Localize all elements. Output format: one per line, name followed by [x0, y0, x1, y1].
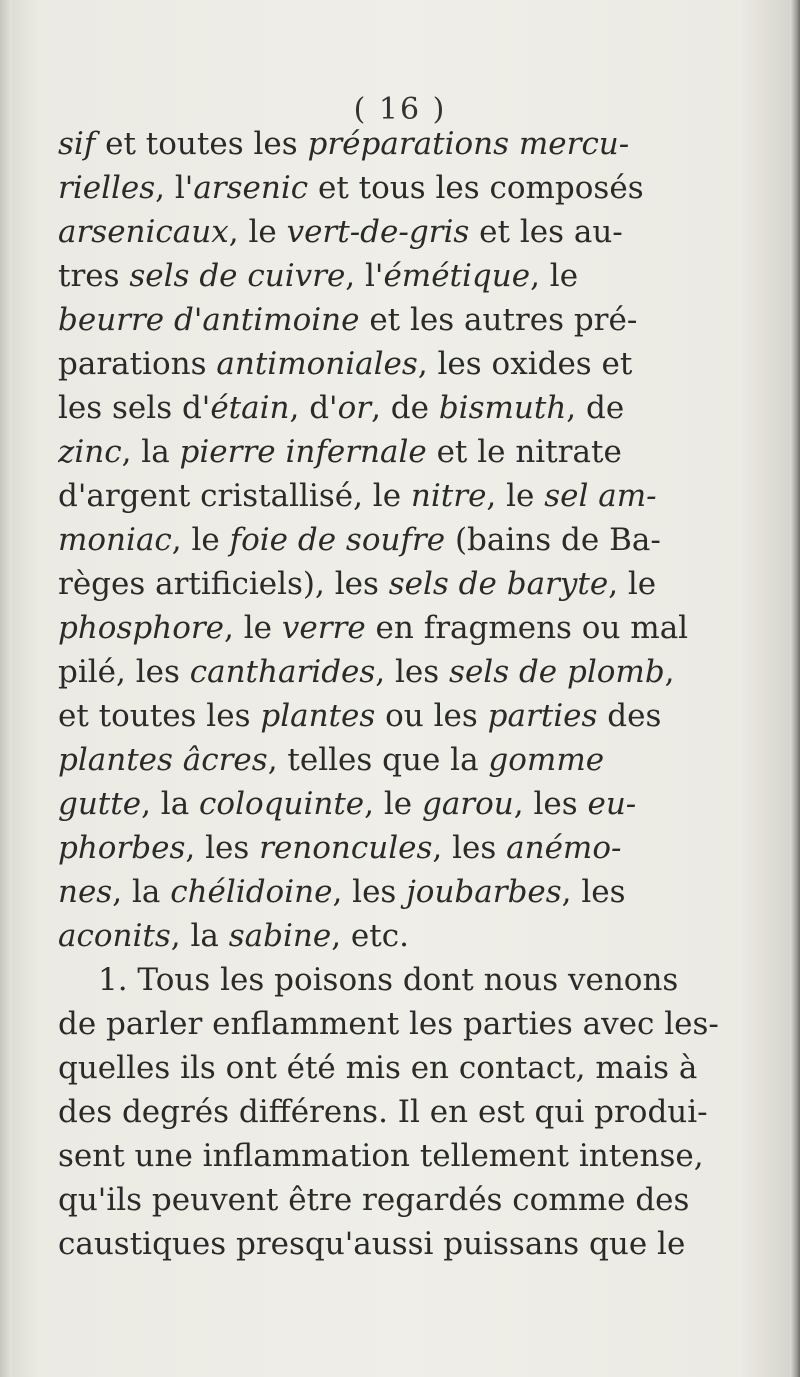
italic-term: plantes	[260, 698, 376, 734]
text-run: , l'	[155, 170, 194, 206]
text-line	[58, 562, 770, 606]
italic-term: chélidoine	[170, 874, 333, 910]
italic-term: émétique	[383, 258, 531, 294]
text-run: , la	[121, 434, 180, 470]
italic-term: antimoniales	[216, 346, 418, 382]
text-line	[58, 166, 770, 210]
italic-term: gomme	[488, 742, 605, 778]
text-line	[58, 1090, 770, 1134]
italic-term: coloquinte	[199, 786, 365, 822]
text-run: , les	[513, 786, 588, 822]
text-line	[58, 1222, 770, 1266]
italic-term: phosphore	[58, 610, 225, 646]
text-run: , les	[561, 874, 626, 910]
italic-term: sabine	[228, 918, 332, 954]
text-run: , le	[364, 786, 422, 822]
italic-term: étain	[210, 390, 290, 426]
text-run: , le	[530, 258, 579, 294]
text-line	[58, 1178, 770, 1222]
text-line	[58, 958, 770, 1002]
italic-term: sels de baryte	[388, 566, 609, 602]
text-run: caustiques presqu'aussi puissans que le	[58, 1226, 686, 1262]
text-run: et les autres pré-	[359, 302, 638, 338]
text-run: et toutes les	[58, 698, 261, 734]
text-run: et les au-	[469, 214, 623, 250]
italic-term: parties	[487, 698, 598, 734]
italic-term: beurre d'antimoine	[58, 302, 360, 338]
italic-term: gutte	[58, 786, 142, 822]
text-line	[58, 1002, 770, 1046]
text-run: , de	[371, 390, 439, 426]
text-line	[58, 826, 770, 870]
text-line	[58, 122, 770, 166]
text-run: sent une inflammation tellement intense,	[58, 1138, 704, 1174]
text-run: , d'	[289, 390, 338, 426]
text-run: , les oxides et	[417, 346, 633, 382]
text-line	[58, 738, 770, 782]
italic-term: cantharides	[189, 654, 376, 690]
italic-term: sif	[58, 126, 96, 162]
text-run: , l'	[345, 258, 384, 294]
italic-term: arsenicaux	[58, 214, 229, 250]
text-run: de parler enflamment les parties avec les-	[58, 1006, 719, 1042]
text-line	[58, 210, 770, 254]
text-run: d'argent cristallisé, le	[58, 478, 411, 514]
text-run: et le nitrate	[426, 434, 622, 470]
page-number: ( 16 )	[353, 92, 447, 127]
italic-term: préparations mercu-	[307, 126, 630, 162]
italic-term: sels de plomb	[449, 654, 665, 690]
text-run: tres	[58, 258, 130, 294]
text-run: en fragmens ou mal	[365, 610, 689, 646]
text-run: , le	[171, 522, 230, 558]
text-run: , les	[432, 830, 507, 866]
italic-term: anémo-	[506, 830, 622, 866]
text-run: ou les	[375, 698, 488, 734]
italic-term: verre	[281, 610, 366, 646]
text-line	[58, 650, 770, 694]
text-run: , la	[170, 918, 229, 954]
text-run: ,	[664, 654, 675, 690]
text-run: des degrés différens. Il en est qui produi-	[58, 1094, 708, 1130]
text-run: des	[597, 698, 662, 734]
italic-term: rielles	[58, 170, 156, 206]
text-run: , les	[375, 654, 450, 690]
italic-term: aconits	[58, 918, 171, 954]
text-line	[58, 386, 770, 430]
text-run: , de	[566, 390, 625, 426]
italic-term: sel am-	[544, 478, 657, 514]
text-run: , telles que la	[267, 742, 489, 778]
text-run: les sels d'	[58, 390, 211, 426]
text-run: , le	[608, 566, 657, 602]
text-run: et toutes les	[95, 126, 308, 162]
text-line	[58, 782, 770, 826]
text-run: quelles ils ont été mis en contact, mais à	[58, 1050, 698, 1086]
italic-term: plantes âcres	[58, 742, 268, 778]
text-run: règes artificiels), les	[58, 566, 389, 602]
text-run: , le	[486, 478, 545, 514]
italic-term: phorbes	[58, 830, 186, 866]
italic-term: joubarbes	[406, 874, 562, 910]
text-run: , la	[112, 874, 171, 910]
text-line	[58, 1046, 770, 1090]
text-line	[58, 342, 770, 386]
text-run: qu'ils peuvent être regardés comme des	[58, 1182, 690, 1218]
italic-term: garou	[421, 786, 514, 822]
text-run: pilé, les	[58, 654, 190, 690]
italic-term: foie de soufre	[229, 522, 446, 558]
italic-term: or	[337, 390, 372, 426]
text-run: , les	[332, 874, 407, 910]
text-line	[58, 298, 770, 342]
text-run: , les	[185, 830, 260, 866]
text-line	[58, 914, 770, 958]
text-run: et tous les composés	[308, 170, 644, 206]
text-line	[58, 870, 770, 914]
body-text	[58, 122, 770, 1266]
text-line	[58, 254, 770, 298]
text-run: , etc.	[331, 918, 409, 954]
text-line	[58, 474, 770, 518]
italic-term: eu-	[587, 786, 637, 822]
italic-term: nes	[58, 874, 113, 910]
italic-term: vert-de-gris	[286, 214, 470, 250]
italic-term: sels de cuivre	[129, 258, 346, 294]
text-line	[58, 606, 770, 650]
italic-term: renoncules	[259, 830, 433, 866]
text-run: 1. Tous les poisons dont nous venons	[98, 962, 679, 998]
text-run: , le	[228, 214, 287, 250]
italic-term: zinc	[58, 434, 122, 470]
page-right-edge	[790, 0, 800, 1377]
italic-term: moniac	[58, 522, 172, 558]
italic-term: pierre infernale	[179, 434, 427, 470]
text-line	[58, 518, 770, 562]
text-line	[58, 1134, 770, 1178]
text-line	[58, 430, 770, 474]
text-line	[58, 694, 770, 738]
italic-term: bismuth	[438, 390, 567, 426]
text-run: , le	[224, 610, 282, 646]
text-run: parations	[58, 346, 217, 382]
text-run: (bains de Ba-	[445, 522, 661, 558]
italic-term: arsenic	[193, 170, 309, 206]
italic-term: nitre	[410, 478, 487, 514]
page-left-edge	[0, 0, 12, 1377]
text-run: , la	[141, 786, 200, 822]
